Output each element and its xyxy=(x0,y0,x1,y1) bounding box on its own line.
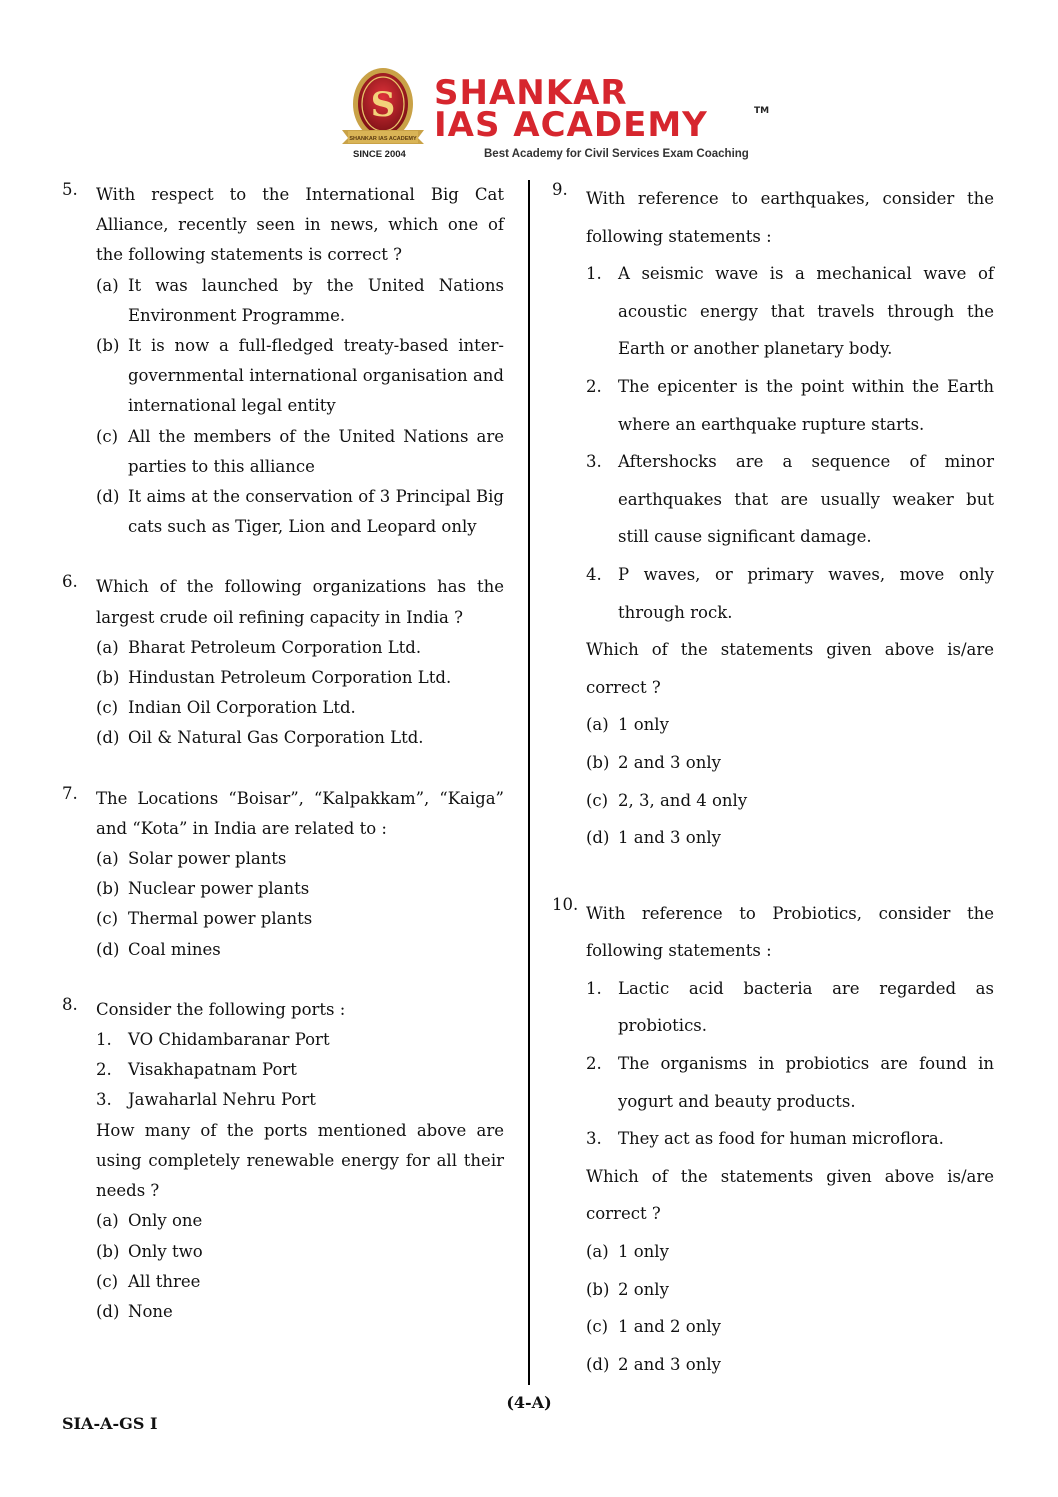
option-text: Bharat Petroleum Corporation Ltd. xyxy=(128,637,422,657)
option-label: (b) xyxy=(96,1241,120,1261)
option-label: (c) xyxy=(96,1271,119,1291)
question-number: 8. xyxy=(62,994,78,1014)
option-label: (c) xyxy=(96,909,119,929)
question-number: 6. xyxy=(62,572,78,592)
question-block xyxy=(62,995,504,1327)
answer-option xyxy=(586,1271,994,1309)
option-text: Nuclear power plants xyxy=(128,879,310,899)
statement-text: The organisms in probiotics are found in yogurt and beauty products. xyxy=(618,1054,994,1111)
answer-option xyxy=(96,1206,504,1236)
answer-option xyxy=(586,782,994,820)
question-stem xyxy=(552,895,994,970)
answer-option xyxy=(96,1267,504,1297)
svg-text:SHANKAR IAS ACADEMY: SHANKAR IAS ACADEMY xyxy=(349,136,417,142)
answer-option xyxy=(586,1233,994,1271)
statement-number: 1. xyxy=(586,264,602,284)
option-label: (b) xyxy=(586,752,610,772)
question-stem xyxy=(62,995,504,1025)
statement-text: P waves, or primary waves, move only through rock. xyxy=(618,564,994,622)
question-spacer xyxy=(62,542,504,572)
academy-tagline: Best Academy for Civil Services Exam Coaching xyxy=(484,148,749,160)
question-number: 5. xyxy=(62,180,78,199)
option-label: (b) xyxy=(96,336,120,356)
option-text: Only one xyxy=(128,1211,203,1231)
statement-item xyxy=(96,1025,504,1055)
option-text: Oil & Natural Gas Corporation Ltd. xyxy=(128,728,424,748)
question-block xyxy=(62,784,504,965)
paper-code: SIA-A-GS I xyxy=(62,1414,158,1433)
option-text: 1 only xyxy=(618,1242,669,1262)
option-label: (a) xyxy=(586,715,609,735)
statement-number: 3. xyxy=(586,452,602,472)
option-text: Thermal power plants xyxy=(128,909,313,929)
question-text: With reference to earthquakes, consider the following statements : xyxy=(586,189,994,246)
answer-option xyxy=(586,744,994,782)
answer-option xyxy=(96,331,504,422)
question-text: Consider the following ports : xyxy=(96,999,346,1019)
statement-item xyxy=(586,255,994,368)
question-prompt: Which of the statements given above is/are correct ? xyxy=(586,1166,994,1224)
question-stem xyxy=(62,572,504,632)
question-block xyxy=(62,572,504,753)
answer-option xyxy=(96,422,504,482)
statement-text: Visakhapatnam Port xyxy=(128,1060,297,1080)
since-label: SINCE 2004 xyxy=(353,149,406,160)
answer-option xyxy=(96,633,504,663)
option-text: 2 and 3 only xyxy=(618,1354,721,1374)
statement-item xyxy=(586,443,994,556)
statement-item xyxy=(586,1120,994,1158)
question-text: Which of the following organizations has the largest crude oil refining capacity in India ? xyxy=(96,577,504,627)
option-text: It is now a full-fledged treaty-based inter-governmental international organisation and international legal entity xyxy=(128,336,504,416)
question-block xyxy=(62,180,504,542)
question-stem xyxy=(62,180,504,271)
option-text: It aims at the conservation of 3 Principal Big cats such as Tiger, Lion and Leopard only xyxy=(128,487,504,537)
option-text: It was launched by the United Nations Environment Programme. xyxy=(128,275,504,325)
answer-option xyxy=(96,1297,504,1327)
statement-number: 2. xyxy=(586,376,602,396)
question-prompt: Which of the statements given above is/are correct ? xyxy=(586,640,994,697)
statement-item xyxy=(586,368,994,443)
option-text: Hindustan Petroleum Corporation Ltd. xyxy=(128,668,452,688)
question-text: With reference to Probiotics, consider the following statements : xyxy=(586,903,994,961)
answer-option xyxy=(96,693,504,723)
answer-option xyxy=(586,1308,994,1346)
question-number: 9. xyxy=(552,180,568,199)
column-divider xyxy=(528,180,530,1385)
statement-number: 4. xyxy=(586,564,602,584)
question-block xyxy=(552,180,994,857)
option-text: Indian Oil Corporation Ltd. xyxy=(128,698,356,718)
statement-item xyxy=(586,556,994,631)
brand-name-line2: IAS ACADEMY xyxy=(434,105,708,145)
option-label: (d) xyxy=(586,828,610,848)
answer-option xyxy=(96,874,504,904)
option-text: Only two xyxy=(128,1241,203,1261)
option-text: 1 only xyxy=(618,715,669,735)
trademark-mark: TM xyxy=(754,106,770,116)
answer-option xyxy=(586,706,994,744)
page-number: (4-A) xyxy=(506,1393,552,1412)
statement-text: VO Chidambaranar Port xyxy=(128,1030,330,1050)
svg-text:S: S xyxy=(370,85,396,125)
option-label: (c) xyxy=(586,790,609,810)
option-label: (c) xyxy=(96,426,119,446)
answer-option xyxy=(96,844,504,874)
question-block xyxy=(552,895,994,1384)
answer-option xyxy=(96,723,504,753)
statement-number: 2. xyxy=(96,1060,112,1080)
statement-text: Aftershocks are a sequence of minor earthquakes that are usually weaker but still cause significant damage. xyxy=(618,452,994,547)
answer-option xyxy=(96,935,504,965)
option-label: (a) xyxy=(586,1242,609,1262)
answer-option xyxy=(96,904,504,934)
option-label: (a) xyxy=(96,275,119,295)
option-label: (a) xyxy=(96,849,119,869)
question-stem xyxy=(62,784,504,844)
statement-text: They act as food for human microflora. xyxy=(618,1129,944,1149)
option-label: (d) xyxy=(96,487,120,507)
option-text: Solar power plants xyxy=(128,849,287,869)
option-label: (c) xyxy=(586,1317,609,1337)
option-label: (a) xyxy=(96,1211,119,1231)
option-label: (b) xyxy=(586,1279,610,1299)
answer-option xyxy=(96,1237,504,1267)
option-text: 1 and 3 only xyxy=(618,828,721,848)
option-text: Coal mines xyxy=(128,939,221,959)
answer-option xyxy=(586,819,994,857)
statement-number: 2. xyxy=(586,1054,602,1074)
right-question-column xyxy=(552,180,994,1383)
option-text: All three xyxy=(128,1271,201,1291)
option-text: All the members of the United Nations are parties to this alliance xyxy=(128,426,504,476)
question-text: The Locations “Boisar”, “Kalpakkam”, “Kaiga” and “Kota” in India are related to : xyxy=(96,788,504,838)
question-text: With respect to the International Big Cat Alliance, recently seen in news, which one of the following statements is correct ? xyxy=(96,185,504,265)
statement-number: 1. xyxy=(586,978,602,998)
question-spacer xyxy=(62,754,504,784)
option-label: (d) xyxy=(96,1301,120,1321)
statement-text: Jawaharlal Nehru Port xyxy=(128,1090,316,1110)
left-question-column xyxy=(62,180,504,1327)
academy-header xyxy=(338,64,778,164)
answer-option xyxy=(96,482,504,542)
option-label: (c) xyxy=(96,698,119,718)
question-spacer xyxy=(62,965,504,995)
option-label: (b) xyxy=(96,879,120,899)
statement-text: Lactic acid bacteria are regarded as probiotics. xyxy=(618,978,994,1036)
option-text: 1 and 2 only xyxy=(618,1317,721,1337)
statement-text: The epicenter is the point within the Earth where an earthquake rupture starts. xyxy=(618,376,994,434)
question-spacer xyxy=(552,857,994,895)
answer-option xyxy=(586,1346,994,1384)
brand-name-line1: SHANKAR xyxy=(434,73,628,113)
option-text: 2, 3, and 4 only xyxy=(618,790,748,810)
statement-text: A seismic wave is a mechanical wave of acoustic energy that travels through the Earth or another planetary body. xyxy=(618,264,994,359)
answer-option xyxy=(96,271,504,331)
question-stem xyxy=(552,180,994,255)
option-text: None xyxy=(128,1301,173,1321)
statement-item xyxy=(96,1085,504,1115)
statement-item xyxy=(96,1055,504,1085)
option-text: 2 only xyxy=(618,1279,669,1299)
question-number: 10. xyxy=(552,894,579,914)
answer-option xyxy=(96,663,504,693)
statement-item xyxy=(586,1045,994,1120)
statement-number: 3. xyxy=(586,1129,602,1149)
option-text: 2 and 3 only xyxy=(618,752,721,772)
option-label: (d) xyxy=(586,1354,610,1374)
option-label: (a) xyxy=(96,637,119,657)
question-number: 7. xyxy=(62,783,78,803)
option-label: (d) xyxy=(96,939,120,959)
statement-item xyxy=(586,970,994,1045)
option-label: (d) xyxy=(96,728,120,748)
statement-number: 1. xyxy=(96,1030,112,1050)
option-label: (b) xyxy=(96,668,120,688)
question-prompt: How many of the ports mentioned above are using completely renewable energy for all their needs ? xyxy=(96,1120,504,1201)
statement-number: 3. xyxy=(96,1090,112,1110)
